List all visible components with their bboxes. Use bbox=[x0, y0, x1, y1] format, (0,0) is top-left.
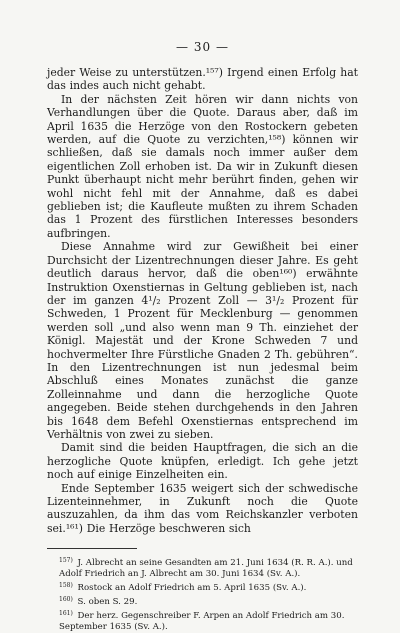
footnote-marker: 161) bbox=[59, 610, 73, 618]
footnote-marker: 158) bbox=[59, 582, 73, 590]
footnote-161 bbox=[47, 608, 358, 633]
paragraph-1: jeder Weise zu unterstützen.¹⁵⁷) Irgend einen Erfolg hat das indes auch nicht gehabt. bbox=[47, 66, 358, 93]
footnote-text: J. Albrecht an seine Gesandten am 21. Juni 1634 (R. R. A.). und Adolf Friedrich an J. Albrecht am 30. Juni 1634 (Sv. A.). bbox=[59, 558, 353, 580]
footnote-text: S. oben S. 29. bbox=[77, 597, 138, 608]
footnote-text: Der herz. Gegenschreiber F. Arpen an Adolf Friedrich am 30. September 1635 (Sv. A.). bbox=[59, 611, 345, 633]
body-text bbox=[47, 66, 358, 535]
paragraph-4: Damit sind die beiden Hauptfragen, die sich an die herzogliche Quote knüpfen, erledigt. Ich gehe jetzt noch auf einige Einzelheiten ein. bbox=[47, 441, 358, 482]
paragraph-5: Ende September 1635 weigert sich der schwedische Lizenteinnehmer, in Zukunft noch die Quote auszuzahlen, da ihm das vom Reichskanzler verboten sei.¹⁶¹) Die Herzöge beschweren sich bbox=[47, 481, 358, 535]
footnote-158 bbox=[47, 580, 358, 594]
footnote-divider bbox=[47, 548, 137, 549]
footnote-marker: 160) bbox=[59, 596, 73, 604]
footnote-text: Rostock an Adolf Friedrich am 5. April 1635 (Sv. A.). bbox=[77, 583, 307, 594]
paragraph-3: Diese Annahme wird zur Gewißheit bei einer Durchsicht der Lizentrechnungen dieser Jahre. Es geht deutlich daraus hervor, daß die oben¹⁶⁰) erwähnte Instruktion Oxenstiernas in Geltung geblieben ist, nach der im ganzen 4¹/₂ Prozent Zoll — 3¹/₂ Prozent für Schweden, 1 Prozent für Mecklenburg — genommen werden soll „und also wenn man 9 Th. einziehet der Königl. Majestät und der Krone Schweden 7 und hochvermelter Ihre Fürstliche Gnaden 2 Th. gebühren“. In den Lizentrechnungen ist nun jedesmal beim Abschluß eines Monates zunächst die ganze Zolleinnahme und dann die herzogliche Quote angegeben. Beide stehen durchgehends in den Jahren bis 1648 dem Befehl Oxenstiernas entsprechend im Verhältnis von zwei zu sieben. bbox=[47, 240, 358, 441]
page-number: — 30 — bbox=[176, 40, 229, 54]
footnote-marker: 157) bbox=[59, 557, 73, 565]
footnote-160 bbox=[47, 594, 358, 608]
footnote-157 bbox=[47, 555, 358, 580]
paragraph-2: In der nächsten Zeit hören wir dann nichts von Verhandlungen über die Quote. Daraus aber, daß im April 1635 die Herzöge von den Rostockern gebeten werden, auf die Quote zu verzichten,¹⁵⁸) können wir schließen, daß sie damals noch immer außer dem eigentlichen Zoll erhoben ist. Da wir in Zukunft diesen Punkt überhaupt nicht mehr berührt finden, gehen wir wohl nicht fehl mit der Annahme, daß es dabei geblieben ist; die Kaufleute mußten zu ihrem Schaden das 1 Prozent des fürstlichen Interesses besonders aufbringen. bbox=[47, 92, 358, 240]
footnotes bbox=[47, 555, 358, 633]
